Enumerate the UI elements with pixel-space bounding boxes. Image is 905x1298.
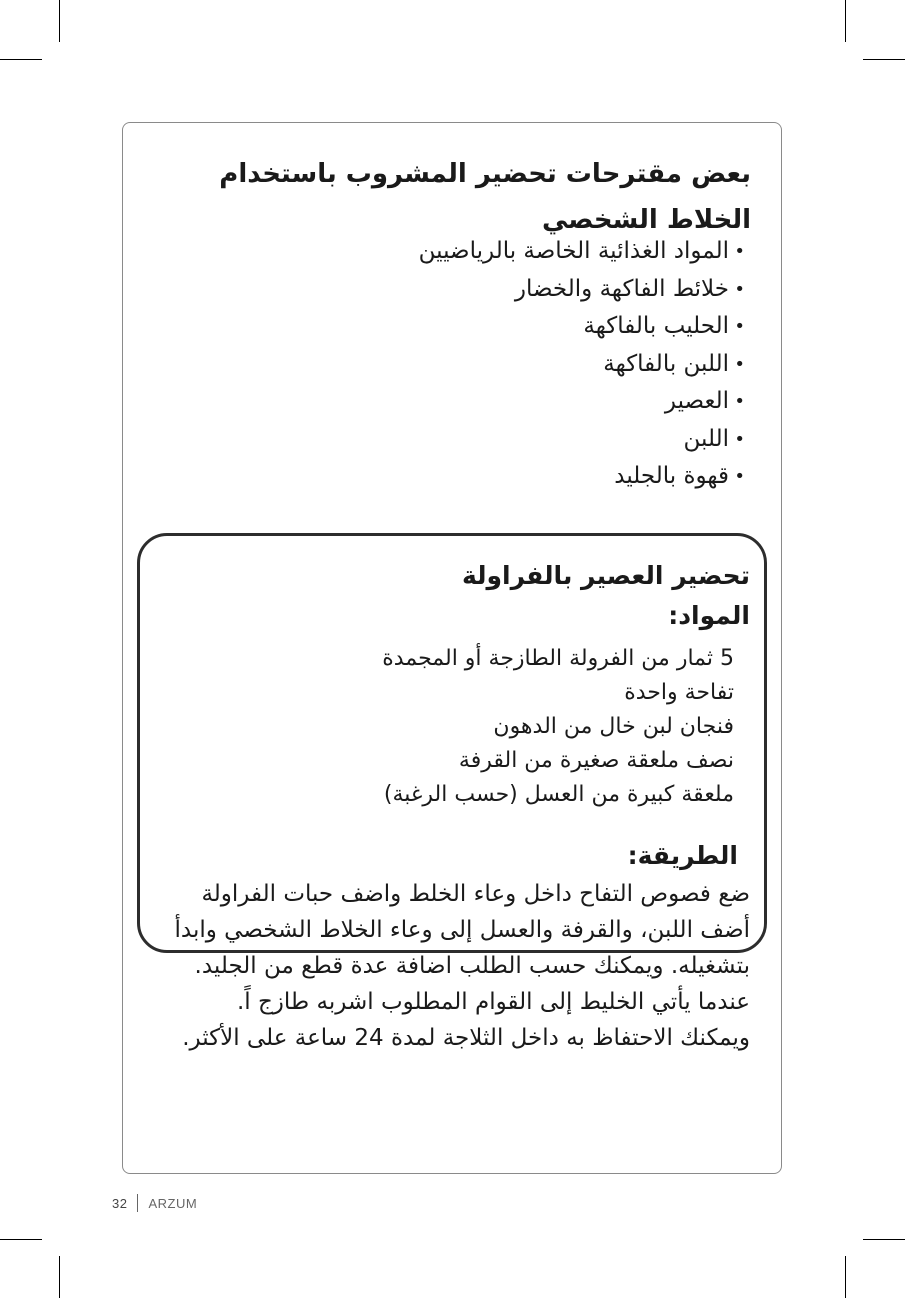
ingredient-item: تفاحة واحدة [624, 680, 734, 705]
crop-mark [863, 59, 905, 60]
ingredient-item: فنجان لبن خال من الدهون [493, 714, 734, 739]
ingredient-item: ملعقة كبيرة من العسل (حسب الرغبة) [383, 782, 734, 807]
suggestions-list [155, 233, 745, 496]
crop-mark [59, 1256, 60, 1298]
ingredient-item: نصف ملعقة صغيرة من القرفة [458, 748, 734, 773]
page-footer [112, 1192, 197, 1214]
suggestion-item: • خلائط الفاكهة والخضار [155, 271, 745, 309]
suggestion-item: • المواد الغذائية الخاصة بالرياضيين [155, 233, 745, 271]
crop-mark [845, 1256, 846, 1298]
crop-mark [845, 0, 846, 42]
suggestion-item: • الحليب بالفاكهة [155, 308, 745, 346]
brand-name: ARZUM [148, 1195, 198, 1211]
recipe-title: تحضير العصير بالفراولة [461, 561, 750, 590]
page-number: 32 [112, 1195, 128, 1211]
ingredient-item: 5 ثمار من الفرولة الطازجة أو المجمدة [382, 646, 734, 671]
method-text: ضع فصوص التفاح داخل وعاء الخلط واضف حبات الفراولة أضف اللبن، والقرفة والعسل إلى وعاء الخلاط الشخصي وابدأ بتشغيله. ويمكنك حسب الطلب اضافة عدة قطع من الجليد. عندما يأتي الخليط إلى القوام المطلوب اشربه طازج اً. ويمكنك الاحتفاظ به داخل الثلاجة لمدة 24 ساعة على الأكثر. [174, 881, 750, 1051]
recipe-box [137, 533, 767, 1051]
suggestion-item: • اللبن [155, 421, 745, 459]
suggestion-item: • العصير [155, 383, 745, 421]
ingredients-heading: المواد: [668, 601, 750, 630]
method-heading: الطريقة: [627, 841, 738, 870]
crop-mark [0, 1239, 42, 1240]
ingredients-list [164, 642, 734, 812]
suggestion-item: • اللبن بالفاكهة [155, 346, 745, 384]
crop-mark [863, 1239, 905, 1240]
content-panel [122, 122, 782, 1174]
suggestion-item: • قهوة بالجليد [155, 458, 745, 496]
footer-divider [137, 1194, 138, 1212]
crop-mark [59, 0, 60, 42]
crop-mark [0, 59, 42, 60]
suggestions-title: بعض مقترحات تحضير المشروب باستخدام الخلاط الشخصي [219, 159, 751, 235]
